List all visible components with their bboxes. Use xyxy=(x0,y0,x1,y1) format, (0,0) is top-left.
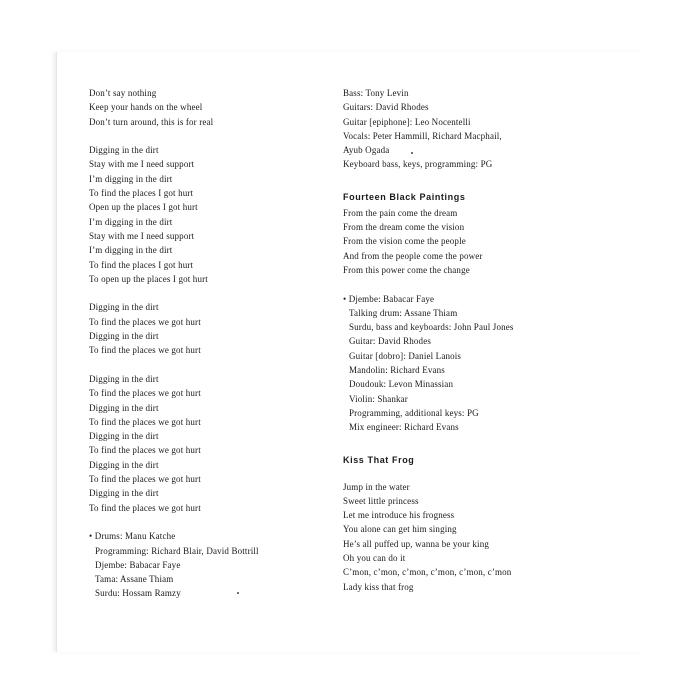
lyric-line: To open up the places I got hurt xyxy=(89,273,208,284)
print-speck xyxy=(237,592,239,594)
print-speck xyxy=(411,152,413,154)
lyric-line: Digging in the dirt xyxy=(89,459,159,470)
lyric-line: From the vision come the people xyxy=(343,236,466,247)
lyric-line: Oh you can do it xyxy=(343,553,406,564)
song-title: Fourteen Black Paintings xyxy=(343,191,466,202)
lyric-line: Sweet little princess xyxy=(343,495,419,506)
lyric-line: To find the places we got hurt xyxy=(89,445,201,456)
credit-line: Mix engineer: Richard Evans xyxy=(349,422,459,433)
credit-line: Mandolin: Richard Evans xyxy=(349,365,445,376)
credit-line: Djembe: Babacar Faye xyxy=(95,559,181,570)
lyric-line: Don’t turn around, this is for real xyxy=(89,116,214,127)
credit-line: Ayub Ogada xyxy=(343,145,390,156)
song-lyrics xyxy=(343,206,563,277)
lyric-line: Don’t say nothing xyxy=(89,88,157,98)
credit-line: • Drums: Manu Katche xyxy=(89,531,176,542)
lyric-line: Stay with me I need support xyxy=(89,230,195,241)
lyric-line: To find the places we got hurt xyxy=(89,502,201,513)
lyric-line: To find the places we got hurt xyxy=(89,416,201,427)
credit-line: Talking drum: Assane Thiam xyxy=(349,307,458,318)
lyric-line: I’m digging in the dirt xyxy=(89,216,173,227)
lyric-line: Digging in the dirt xyxy=(89,402,159,413)
credits-top xyxy=(343,86,563,172)
credit-line: Programming: Richard Blair, David Bottrill xyxy=(95,545,259,556)
credit-line: Guitar: David Rhodes xyxy=(349,336,431,347)
lyric-line: From this power come the change xyxy=(343,264,470,275)
credit-line: Vocals: Peter Hammill, Richard Macphail, xyxy=(343,130,502,141)
verse-3 xyxy=(89,300,329,357)
lyric-line: Keep your hands on the wheel xyxy=(89,102,203,113)
song-title: Kiss That Frog xyxy=(343,454,415,465)
verse-1 xyxy=(89,86,329,129)
lyric-line: Digging in the dirt xyxy=(89,145,159,156)
lyric-line: He’s all puffed up, wanna be your king xyxy=(343,538,489,549)
lyric-line: Lady kiss that frog xyxy=(343,581,414,592)
lyric-line: To find the places we got hurt xyxy=(89,345,201,356)
lyric-line: Let me introduce his frogness xyxy=(343,510,455,521)
lyric-line: Open up the places I got hurt xyxy=(89,202,198,213)
credit-line: Guitar [dobro]: Daniel Lanois xyxy=(349,350,462,361)
left-column xyxy=(89,86,329,601)
credit-line: Guitar [epiphone]: Leo Nocentelli xyxy=(343,116,471,127)
credit-line: Programming, additional keys: PG xyxy=(349,407,479,418)
credit-line: Violin: Shankar xyxy=(349,393,408,404)
credit-line: Surdu, bass and keyboards: John Paul Jones xyxy=(349,322,514,333)
lyric-line: Digging in the dirt xyxy=(89,331,159,342)
credit-line: Surdu: Hossam Ramzy xyxy=(95,588,181,599)
right-column xyxy=(343,86,563,594)
verse-2 xyxy=(89,143,329,286)
lyric-line: Digging in the dirt xyxy=(89,373,159,384)
lyric-line: I’m digging in the dirt xyxy=(89,245,173,256)
credit-line: • Djembe: Babacar Faye xyxy=(343,293,435,304)
song-lyrics xyxy=(343,480,563,594)
lyric-line: Jump in the water xyxy=(343,481,410,492)
lyric-line: To find the places we got hurt xyxy=(89,474,201,485)
credits-list xyxy=(343,292,563,435)
lyric-line: C’mon, c’mon, c’mon, c’mon, c’mon, c’mon xyxy=(343,567,512,578)
credit-line: Doudouk: Levon Minassian xyxy=(349,379,454,390)
credit-line: Tama: Assane Thiam xyxy=(95,574,174,585)
credit-line: Keyboard bass, keys, programming: PG xyxy=(343,159,493,170)
lyric-line: To find the places I got hurt xyxy=(89,188,194,199)
lyric-line: Digging in the dirt xyxy=(89,302,159,313)
credit-line: Guitars: David Rhodes xyxy=(343,102,429,113)
lyric-line: I’m digging in the dirt xyxy=(89,173,173,184)
credit-line: Bass: Tony Levin xyxy=(343,88,409,98)
lyric-line: You alone can get him singing xyxy=(343,524,457,535)
lyric-line: From the pain come the dream xyxy=(343,207,458,218)
lyric-line: To find the places we got hurt xyxy=(89,388,201,399)
lyric-line: To find the places I got hurt xyxy=(89,259,194,270)
lyric-line: Digging in the dirt xyxy=(89,431,159,442)
lyric-line: To find the places we got hurt xyxy=(89,316,201,327)
credits-list xyxy=(89,529,329,600)
lyric-line: From the dream come the vision xyxy=(343,222,465,233)
lyric-line: Digging in the dirt xyxy=(89,488,159,499)
lyric-line: Stay with me I need support xyxy=(89,159,195,170)
lyric-line: And from the people come the power xyxy=(343,250,483,261)
verse-4 xyxy=(89,372,329,515)
